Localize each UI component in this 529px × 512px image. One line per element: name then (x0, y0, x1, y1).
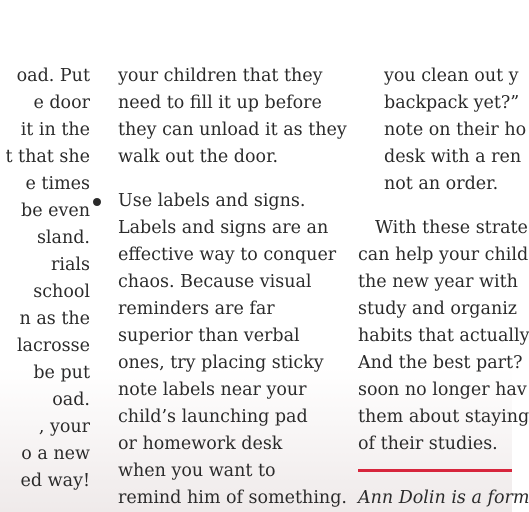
column-1-line: ed way! (20, 471, 90, 491)
column-2-intro-line: walk out the door. (118, 147, 279, 167)
column-1-line: e times (25, 174, 90, 194)
column-1-line: t that she (5, 147, 90, 167)
quote-line: note on their ho (384, 120, 527, 140)
bullet-item-line: when you want to (118, 461, 276, 481)
bullet-marker (93, 198, 101, 206)
column-1-line: be even (21, 201, 90, 221)
bullet-item-line: note labels near your (118, 380, 307, 400)
bullet-item-line: ones, try placing sticky (118, 353, 324, 373)
bullet-item-line: reminders are far (118, 299, 275, 319)
column-1-line: oad. (52, 390, 90, 410)
column-1-line: lacrosse (16, 336, 90, 356)
bullet-item-line: chaos. Because visual (118, 272, 312, 292)
column-1-line: oad. Put (16, 66, 90, 86)
section-divider (358, 469, 512, 472)
paragraph-line: habits that actually (358, 326, 529, 346)
column-1-line: it in the (20, 120, 90, 140)
bullet-item-line: effective way to conquer (118, 245, 337, 265)
column-1-line: e door (33, 93, 90, 113)
paragraph-line: soon no longer hav (358, 380, 527, 400)
bullet-item-line: Labels and signs are an (118, 218, 329, 238)
column-1-line: sland. (36, 228, 90, 248)
quote-line: not an order. (384, 174, 499, 194)
paragraph-line: can help your child (358, 245, 529, 265)
column-1-line: o a new (21, 444, 90, 464)
quote-line: you clean out y (384, 66, 519, 86)
paragraph-line: of their studies. (358, 434, 498, 454)
column-2-intro-line: they can unload it as they (118, 120, 347, 140)
column-2-intro-line: need to fill it up before (118, 93, 322, 113)
column-1-line: , your (38, 417, 90, 437)
paragraph-line: them about staying (358, 407, 529, 427)
quote-line: backpack yet?” (384, 93, 520, 113)
column-1-line: rials (51, 255, 90, 275)
paragraph-line: And the best part? (358, 353, 523, 373)
bullet-item-line: Use labels and signs. (118, 191, 306, 211)
bullet-item-line: child’s launching pad (118, 407, 308, 427)
bullet-item-line: or homework desk (118, 434, 283, 454)
author-bio: Ann Dolin is a form (358, 488, 529, 508)
paragraph-line: study and organiz (358, 299, 518, 319)
column-2-intro-line: your children that they (118, 66, 323, 86)
bullet-item-line: superior than verbal (118, 326, 300, 346)
bullet-item-line: remind him of something. (118, 488, 347, 508)
column-1-line: n as the (19, 309, 90, 329)
paragraph-line: With these strate (375, 218, 528, 238)
paragraph-line: the new year with (358, 272, 518, 292)
column-1-line: be put (33, 363, 90, 383)
quote-line: desk with a ren (384, 147, 522, 167)
column-1-line: school (33, 282, 90, 302)
